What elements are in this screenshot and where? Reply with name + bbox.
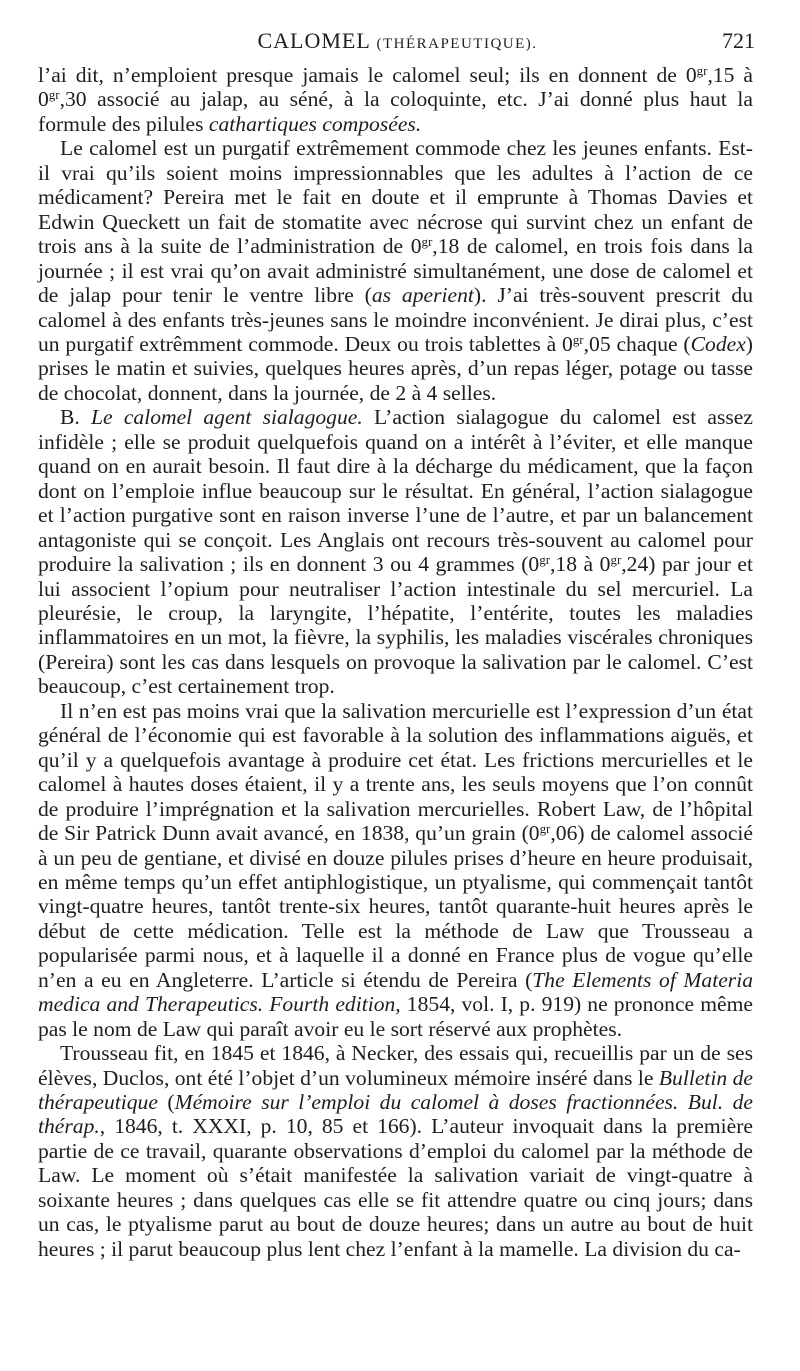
paragraph [38, 699, 753, 1041]
text-run: L’action sialagogue du calomel est assez infidèle ; elle se produit quelquefois quand on a intérêt à l’éviter, et elle manque quand on en aurait besoin. Il faut dire à la décharge du médicament, que la façon dont on l’emploie influe beaucoup sur le résultat. En général, l’action sialagogue et l’action purgative sont en raison inverse l’une de l’autre, et par un balancement antagoniste qui se conçoit. Les Anglais ont recours très-souvent au calomel pour produire la salivation ; ils en donnent 3 ou 4 grammes (0 [38, 405, 753, 577]
text-run: Il n’en est pas moins vrai que la salivation mercurielle est l’expression d’un état général de l’économie qui est favorable à la solution des inflammations aiguës, et qu’il y a quelquefois avantage à produire cet état. Les frictions mercurielles et le calomel à hautes doses étaient, il y a trente ans, les seuls moyens que l’on connût de produire l’imprégnation et la salivation mercurielles. Robert Law, de l’hôpital de Sir Patrick Dunn avait avancé, en 1838, qu’un grain (0 [38, 698, 753, 846]
italic-text: Le calomel agent sialagogue. [91, 405, 363, 430]
unit-superscript: gr [696, 62, 708, 78]
body-text [38, 63, 753, 1261]
running-title-main: CALOMEL [257, 28, 370, 53]
text-run: B. [60, 405, 92, 430]
running-title-subtitle: (THÉRAPEUTIQUE). [376, 36, 538, 52]
text-run: ,15 à 0 [38, 63, 753, 112]
paragraph [38, 63, 753, 136]
text-run: Trousseau fit, en 1845 et 1846, à Necker, des essais qui, recueillis par un de ses élèves, Duclos, ont été l’objet d’un volumineux mémoire inséré dans le [38, 1041, 753, 1090]
unit-superscript: gr [610, 551, 622, 567]
text-run: ,24) par jour et lui associent l’opium pour neutraliser l’action intestinale du sel mercuriel. La pleurésie, le croup, la laryngite, l’hépatite, l’entérite, toutes les maladies inflammatoires en un mot, la fièvre, la syphilis, les maladies viscérales chroniques (Pereira) sont les cas dans lesquels on provoque la salivation par le calomel. C’est beaucoup, c’est certainement trop. [38, 552, 754, 699]
text-run: ,30 associé au jalap, au séné, à la coloquinte, etc. J’ai donné plus haut la formule des pilules [38, 87, 753, 136]
page-number: 721 [722, 28, 755, 53]
unit-superscript: gr [48, 87, 60, 103]
italic-text: as aperient [371, 283, 474, 308]
italic-text: Bulletin de thérapeutique [38, 1065, 753, 1115]
unit-superscript: gr [539, 551, 551, 567]
text-run: ,18 de calomel, en trois fois dans la journée ; il est vrai qu’on avait administré simultanément, une dose de calomel et de jalap pour tenir le ventre libre ( [38, 234, 754, 308]
paragraph [38, 136, 753, 405]
text-run: , 1846, t. XXXI, p. 10, 85 et 166). L’auteur invoquait dans la première partie de ce travail, quarante observations d’emploi du calomel par la méthode de Law. Le moment où s’était manifestée la salivation variait de vingt-quatre à soixante heures ; dans quelques cas elle se fit attendre quatre ou cinq jours; dans un cas, le ptyalisme parut au bout de douze heures; dans un autre au bout de huit heures ; il parut beaucoup plus lent chez l’enfant à la mamelle. La division du ca- [38, 1114, 753, 1261]
running-title [40, 28, 755, 54]
text-run: ). J’ai très-souvent prescrit du calomel à des enfants très-jeunes sans le moindre inconvénient. Je dirai plus, c’est un purgatif extrêmment commode. Deux ou trois tablettes à 0 [38, 283, 754, 356]
text-run: Le calomel est un purgatif extrêmement commode chez les jeunes enfants. Est-il vrai qu’ils soient moins impressionnables que les adultes à l’action de ce médicament? Pereira met le fait en doute et il emprunte à Thomas Davies et Edwin Queckett un fait de stomatite avec nécrose qui survint chez un enfant de trois ans à la suite de l’administration de 0 [38, 136, 753, 259]
text-run: ,18 à 0 [550, 552, 611, 577]
unit-superscript: gr [421, 234, 433, 250]
text-run: ( [157, 1090, 175, 1115]
italic-text: cathartiques composées. [208, 111, 422, 136]
text-run: ) prises le matin et suivies, quelques heures après, d’un repas léger, potage ou tasse de chocolat, donnent, dans la journée, de 2 à 4 selles. [38, 331, 753, 405]
italic-text: The Elements of Materia medica and Therapeutics. Fourth edition, [38, 967, 753, 1017]
text-run: ,06) de calomel associé à un peu de gentiane, et divisé en douze pilules prises d’heure en heure produisait, en même temps qu’un effet antiphlogistique, un ptyalisme, qui commençait tantôt vingt-quatre heures, tantôt trente-six heures, tantôt quarante-huit heures après le début de cette médication. Telle est la méthode de Law que Trousseau a popularisée parmi nous, et à laquelle il a donné en France plus de vogue qu’elle n’en a eu en Angleterre. L’article si étendu de Pereira ( [38, 821, 753, 992]
italic-text: Codex [690, 331, 746, 356]
text-run: l’ai dit, n’emploient presque jamais le calomel seul; ils en donnent de 0 [38, 63, 697, 87]
italic-text: Mémoire sur l’emploi du calomel à doses fractionnées. Bul. de thérap. [38, 1090, 753, 1139]
paragraph [38, 1041, 753, 1261]
unit-superscript: gr [572, 331, 584, 347]
running-head [40, 28, 755, 58]
text-run: ,05 chaque ( [583, 331, 691, 356]
paragraph [38, 405, 753, 698]
text-run: 1854, vol. I, p. 919) ne prononce même pas le nom de Law qui paraît avoir eu le sort réservé aux prophètes. [38, 992, 753, 1041]
unit-superscript: gr [539, 820, 551, 836]
